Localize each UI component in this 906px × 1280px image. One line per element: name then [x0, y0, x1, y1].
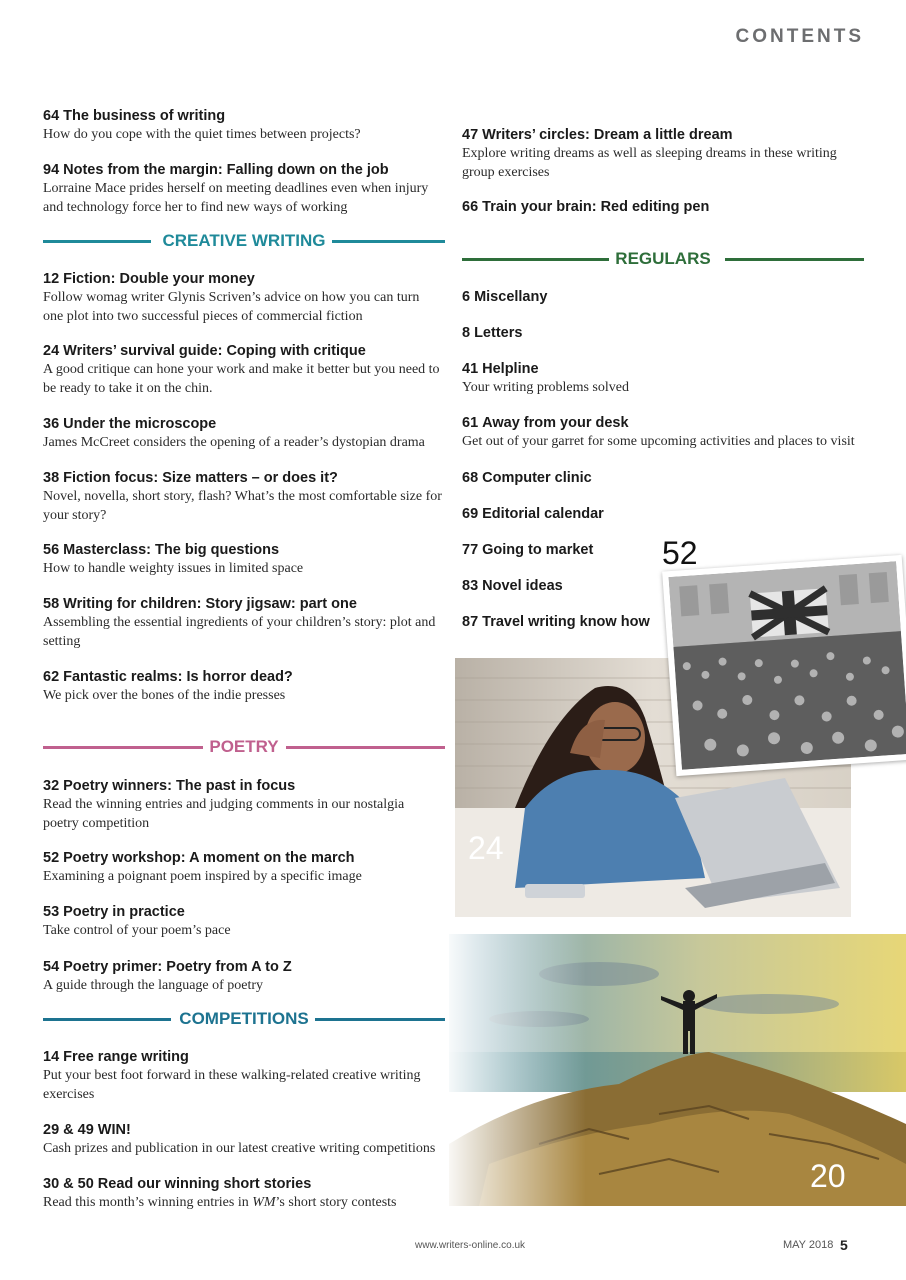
entry-title: Masterclass: The big questions [63, 542, 280, 558]
entry-title: Fiction: Double your money [63, 271, 255, 287]
toc-entry[interactable] [43, 958, 443, 996]
toc-entry[interactable] [43, 541, 443, 579]
entry-title: Fantastic realms: Is horror dead? [63, 669, 293, 685]
entry-page-number: 62 [43, 669, 60, 685]
entry-page-number: 87 [462, 614, 479, 630]
entry-page-number: 69 [462, 506, 479, 522]
page-title: CONTENTS [735, 26, 864, 47]
photo-page-number: 20 [810, 1158, 846, 1194]
entry-description: How do you cope with the quiet times between projects? [43, 127, 361, 142]
entry-page-number: 6 [462, 289, 471, 305]
entry-title: Writing for children: Story jigsaw: part one [63, 596, 357, 612]
toc-entry[interactable] [462, 414, 882, 452]
toc-entry[interactable] [462, 126, 862, 182]
entry-title: The business of writing [63, 108, 226, 124]
entry-description: Cash prizes and publication in our latest creative writing competitions [43, 1141, 436, 1156]
entry-page-number: 24 [43, 343, 60, 359]
toc-entry[interactable] [462, 505, 862, 523]
section-header-poetry [43, 735, 445, 759]
entry-page-number: 83 [462, 578, 479, 594]
photo-page-number: 24 [468, 830, 504, 866]
entry-page-number: 12 [43, 271, 60, 287]
toc-entry[interactable] [462, 360, 862, 398]
toc-entry[interactable] [43, 342, 443, 398]
entry-page-number: 68 [462, 470, 479, 486]
photo-page-number: 52 [662, 535, 698, 571]
toc-entry[interactable] [462, 577, 652, 595]
toc-entry[interactable] [43, 903, 443, 941]
entry-title: Editorial calendar [482, 506, 604, 522]
toc-entry[interactable] [462, 613, 662, 631]
entry-page-number: 54 [43, 959, 60, 975]
entry-description: Your writing problems solved [462, 380, 629, 395]
entry-page-number: 56 [43, 542, 60, 558]
entry-title: Poetry winners: The past in focus [63, 778, 296, 794]
entry-title: Helpline [482, 361, 539, 377]
toc-entry[interactable] [43, 415, 443, 453]
entry-title: Fiction focus: Size matters – or does it? [63, 470, 338, 486]
toc-entry[interactable] [43, 1175, 443, 1213]
entry-title: Miscellany [474, 289, 548, 305]
entry-page-number: 53 [43, 904, 60, 920]
entry-page-number: 8 [462, 325, 471, 341]
entry-title: Letters [474, 325, 523, 341]
entry-page-number: 94 [43, 162, 60, 178]
footer-url[interactable]: www.writers-online.co.uk [415, 1240, 526, 1251]
photo-march-crowd-illustration [669, 561, 906, 769]
toc-entry[interactable] [43, 849, 443, 887]
entry-description: Put your best foot forward in these walking-related creative writing exercises [43, 1068, 421, 1102]
entry-description: Take control of your poem’s pace [43, 923, 231, 938]
toc-entry[interactable] [43, 107, 443, 145]
toc-entry[interactable] [462, 198, 862, 216]
entry-description: Assembling the essential ingredients of your children’s story: plot and setting [43, 615, 436, 649]
entry-description: Follow womag writer Glynis Scriven’s advice on how you can turn one plot into two successful pieces of commercial fiction [43, 290, 420, 324]
entry-title: Novel ideas [482, 578, 563, 594]
entry-title: Poetry primer: Poetry from A to Z [63, 959, 292, 975]
toc-entry[interactable] [43, 777, 443, 833]
entry-title: Free range writing [63, 1049, 189, 1065]
entry-page-number: 38 [43, 470, 60, 486]
entry-page-number: 64 [43, 108, 60, 124]
entry-page-number: 61 [462, 415, 479, 431]
toc-entry[interactable] [462, 288, 862, 306]
toc-entry[interactable] [43, 1048, 443, 1104]
section-header-regulars [462, 247, 864, 271]
section-label: CREATIVE WRITING [156, 231, 331, 250]
toc-entry[interactable] [43, 1121, 443, 1159]
entry-description: Read this month’s winning entries in WM’s short story contests [43, 1195, 397, 1210]
photo-frame [662, 555, 906, 776]
toc-entry[interactable] [462, 469, 862, 487]
section-label: REGULARS [609, 249, 716, 268]
toc-entry[interactable] [43, 469, 443, 525]
entry-title: Computer clinic [482, 470, 592, 486]
entry-title: Poetry in practice [63, 904, 185, 920]
entry-title: WIN! [97, 1122, 131, 1138]
entry-description: A guide through the language of poetry [43, 978, 264, 993]
section-label: COMPETITIONS [173, 1009, 314, 1028]
entry-title: Travel writing know how [482, 614, 650, 630]
toc-entry[interactable] [43, 595, 443, 651]
entry-description: Get out of your garret for some upcoming activities and places to visit [462, 434, 855, 449]
entry-page-number: 14 [43, 1049, 60, 1065]
entry-description: We pick over the bones of the indie presses [43, 688, 286, 703]
photo-coastal-rocks[interactable] [449, 934, 906, 1206]
section-header-competitions [43, 1007, 445, 1031]
entry-title: Read our winning short stories [97, 1176, 312, 1192]
toc-entry[interactable] [462, 541, 652, 559]
entry-title: Writers’ circles: Dream a little dream [482, 127, 733, 143]
entry-title: Writers’ survival guide: Coping with critique [63, 343, 366, 359]
entry-title: Poetry workshop: A moment on the march [63, 850, 355, 866]
entry-page-number: 77 [462, 542, 479, 558]
footer-page-number: 5 [840, 1237, 848, 1253]
entry-title: Train your brain: Red editing pen [482, 199, 710, 215]
entry-page-number: 58 [43, 596, 60, 612]
entry-title: Away from your desk [482, 415, 629, 431]
entry-description: Read the winning entries and judging comments in our nostalgia poetry competition [43, 797, 405, 831]
entry-description: How to handle weighty issues in limited space [43, 561, 304, 576]
entry-title: Notes from the margin: Falling down on the job [63, 162, 389, 178]
entry-description: Explore writing dreams as well as sleeping dreams in these writing group exercises [462, 146, 837, 180]
entry-page-number: 32 [43, 778, 60, 794]
section-header-creative-writing [43, 229, 445, 253]
footer-issue-date: MAY 2018 [783, 1239, 834, 1251]
toc-entry[interactable] [43, 668, 443, 706]
entry-page-number: 30 & 50 [43, 1176, 94, 1192]
entry-description: James McCreet considers the opening of a reader’s dystopian drama [43, 435, 425, 450]
toc-entry[interactable] [462, 324, 862, 342]
entry-page-number: 66 [462, 199, 479, 215]
toc-entry[interactable] [43, 270, 443, 326]
entry-title: Going to market [482, 542, 594, 558]
entry-page-number: 41 [462, 361, 479, 377]
section-label: POETRY [203, 737, 284, 756]
entry-page-number: 47 [462, 127, 479, 143]
entry-page-number: 36 [43, 416, 60, 432]
entry-page-number: 52 [43, 850, 60, 866]
entry-page-number: 29 & 49 [43, 1122, 94, 1138]
entry-description: Novel, novella, short story, flash? What’s the most comfortable size for your story? [43, 489, 442, 523]
entry-description: Examining a poignant poem inspired by a specific image [43, 869, 362, 884]
entry-description: Lorraine Mace prides herself on meeting deadlines even when injury and technology force her to find new ways of working [43, 181, 429, 215]
entry-description: A good critique can hone your work and make it better but you need to be ready to take it on the chin. [43, 362, 440, 396]
toc-entry[interactable] [43, 161, 443, 217]
photo-march-crowd[interactable] [662, 535, 906, 779]
entry-title: Under the microscope [63, 416, 217, 432]
